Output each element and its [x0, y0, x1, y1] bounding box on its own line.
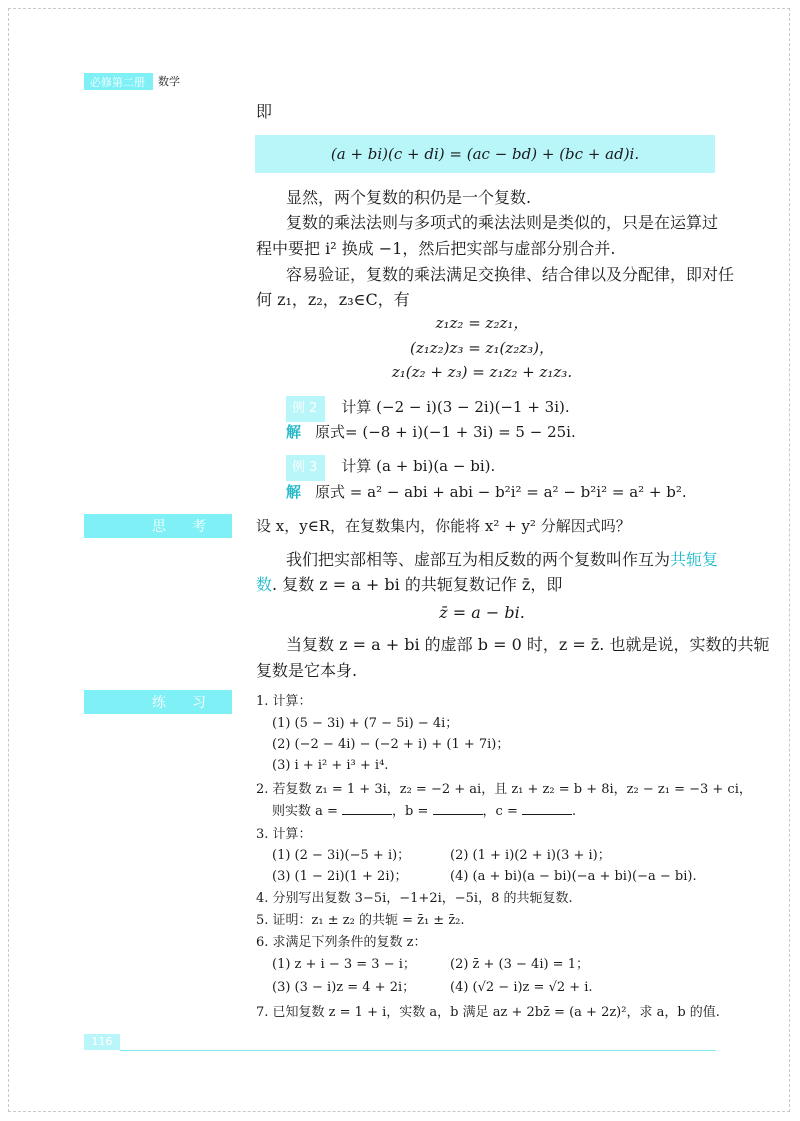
blank-a[interactable] [342, 802, 392, 815]
blank-b[interactable] [433, 802, 483, 815]
example-3-question: 计算 (a + bi)(a − bi). [341, 457, 496, 475]
main-formula-box [255, 135, 715, 173]
example-2 [286, 395, 570, 422]
example-2-solution-row [286, 420, 576, 444]
exercise-2-end: . [571, 804, 577, 819]
exercise-6-d: (4) (√2 − i)z = √2 + i. [450, 980, 593, 995]
exercise-bar [84, 690, 232, 714]
exercise-2-a-label: 则实数 a = [272, 804, 343, 819]
law-commutative: z₁z₂ = z₂z₁， [435, 314, 529, 332]
main-formula: (a + bi)(c + di) = (ac − bd) + (bc + ad)i. [330, 145, 640, 163]
example-2-solution-label: 解 [286, 423, 302, 441]
conjugate-line-3: 当复数 z = a + bi 的虚部 b = 0 时，z = z̄. 也就是说，实数的共轭 [286, 635, 770, 654]
intro-word: 即 [256, 102, 273, 121]
exercise-1-title: 1. 计算： [256, 694, 312, 709]
paragraph-3-line-2: 何 z₁，z₂，z₃∈C，有 [256, 290, 410, 309]
exercise-6-a: (1) z + i − 3 = 3 − i； [272, 957, 416, 972]
exercise-3-c: (3) (1 − 2i)(1 + 2i)； [272, 869, 408, 884]
header-subject: 数学 [153, 73, 190, 90]
paragraph-3-line-1: 容易验证，复数的乘法满足交换律、结合律以及分配律，即对任 [286, 265, 735, 284]
example-3-solution-row [286, 480, 687, 504]
exercise-3-title: 3. 计算： [256, 827, 312, 842]
conjugate-term-1: 共轭复 [670, 550, 719, 569]
exercise-6-c: (3) (3 − i)z = 4 + 2i； [272, 980, 416, 995]
example-3 [286, 454, 495, 481]
example-2-label: 例 2 [286, 396, 325, 422]
conjugate-line-4: 复数是它本身. [256, 661, 358, 680]
law-associative: (z₁z₂)z₃ = z₁(z₂z₃)， [409, 339, 554, 357]
exercise-5: 5. 证明：z₁ ± z₂ 的共轭 = z̄₁ ± z̄₂. [256, 913, 465, 928]
page-number: 116 [84, 1034, 120, 1050]
conjugate-line-1 [286, 548, 718, 572]
exercise-3-b: (2) (1 + i)(2 + i)(3 + i)； [450, 848, 611, 863]
example-2-solution: 原式= (−8 + i)(−1 + 3i) = 5 − 25i. [315, 423, 576, 441]
think-text: 设 x，y∈R，在复数集内，你能将 x² + y² 分解因式吗？ [256, 517, 631, 535]
exercise-2-line-1: 2. 若复数 z₁ = 1 + 3i，z₂ = −2 + ai，且 z₁ + z₂ = b + 8i，z₂ − z₁ = −3 + ci， [256, 782, 752, 797]
example-3-solution-label: 解 [286, 483, 302, 501]
exercise-3-d: (4) (a + bi)(a − bi)(−a + bi)(−a − bi). [450, 869, 697, 884]
exercise-2-c-label: ，c = [482, 804, 522, 819]
exercise-7: 7. 已知复数 z = 1 + i，实数 a，b 满足 az + 2bz̄ = (a + 2z)²，求 a，b 的值. [256, 1005, 720, 1020]
exercise-1-a: (1) (5 − 3i) + (7 − 5i) − 4i； [272, 716, 459, 731]
exercise-1-c: (3) i + i² + i³ + i⁴. [272, 758, 389, 773]
footer-rule [120, 1050, 716, 1051]
paragraph-2-line-2: 程中要把 i² 换成 −1，然后把实部与虚部分别合并. [256, 239, 616, 258]
exercise-3-a: (1) (2 − 3i)(−5 + i)； [272, 848, 411, 863]
blank-c[interactable] [522, 802, 572, 815]
example-3-label: 例 3 [286, 455, 325, 481]
exercise-2-line-2 [272, 802, 576, 821]
conjugate-line-2 [256, 573, 562, 597]
law-distributive: z₁(z₂ + z₃) = z₁z₂ + z₁z₃. [391, 363, 573, 381]
exercise-4: 4. 分别写出复数 3−5i，−1+2i，−5i，8 的共轭复数. [256, 891, 573, 906]
header-tag [84, 73, 190, 90]
exercise-1-b: (2) (−2 − 4i) − (−2 + i) + (1 + 7i)； [272, 737, 510, 752]
conjugate-text-1: 我们把实部相等、虚部互为相反数的两个复数叫作互为 [286, 550, 671, 569]
exercise-label: 练习 [152, 695, 232, 711]
exercise-6-title: 6. 求满足下列条件的复数 z： [256, 935, 427, 950]
paragraph-2-line-1: 复数的乘法法则与多项式的乘法法则是类似的，只是在运算过 [286, 213, 719, 232]
exercise-2-b-label: ，b = [392, 804, 433, 819]
conjugate-text-2: . 复数 z = a + bi 的共轭复数记作 z̄，即 [272, 575, 563, 594]
exercise-6-b: (2) z̄ + (3 − 4i) = 1； [450, 957, 589, 972]
think-label: 思考 [152, 519, 232, 535]
paragraph-1: 显然，两个复数的积仍是一个复数. [286, 188, 532, 207]
conjugate-formula: z̄ = a − bi. [439, 603, 525, 622]
header-book: 必修第二册 [90, 75, 145, 89]
think-bar [84, 514, 232, 538]
conjugate-term-2: 数 [256, 575, 273, 594]
example-2-question: 计算 (−2 − i)(3 − 2i)(−1 + 3i). [341, 398, 570, 416]
example-3-solution: 原式 = a² − abi + abi − b²i² = a² − b²i² = a² + b². [315, 483, 687, 501]
